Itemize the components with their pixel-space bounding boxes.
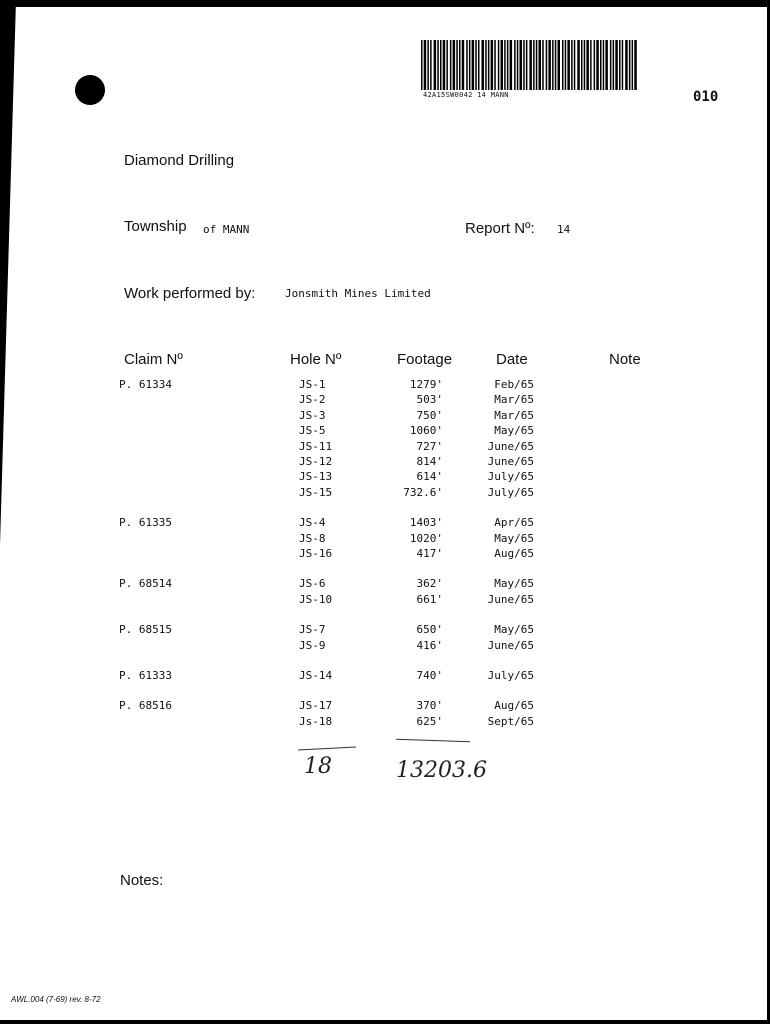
claim-number: P. 68516 [119, 699, 172, 713]
hole-number: JS-2 [299, 393, 326, 407]
hole-number: JS-12 [299, 455, 333, 468]
date-value: June/65 [487, 439, 534, 453]
claim-number: P. 68514 [119, 577, 172, 591]
hole-number: JS-8 [299, 531, 326, 545]
footage-value: 362' [416, 577, 443, 591]
hole-number: JS-3 [299, 408, 326, 422]
date-value: Feb/65 [494, 378, 534, 391]
footage-value: 727' [416, 439, 443, 453]
form-code: AWL.004 (7-69) rev. 8-72 [11, 995, 101, 1004]
hole-number: JS-13 [299, 470, 333, 484]
claim-number: P. 61335 [119, 516, 172, 530]
footage-value: 1279' [409, 378, 443, 391]
claim-number: P. 61333 [119, 669, 172, 682]
notes-label: Notes: [120, 872, 164, 889]
date-value: Mar/65 [494, 393, 534, 407]
report-value: 14 [557, 223, 571, 236]
form-title: Diamond Drilling [124, 152, 235, 169]
hole-number: JS-5 [299, 424, 326, 438]
date-value: Aug/65 [494, 699, 534, 713]
total-rule-footage [396, 739, 470, 743]
footage-value: 650' [416, 623, 443, 637]
hole-number: JS-6 [299, 577, 326, 591]
header-date: Date [496, 351, 528, 368]
footage-value: 1060' [409, 424, 443, 438]
footage-value: 416' [416, 638, 443, 652]
footage-value: 732.6' [403, 485, 443, 499]
claim-number: P. 68515 [119, 623, 172, 637]
hole-number: JS-10 [299, 592, 333, 606]
footage-value: 625' [416, 714, 443, 728]
claim-number: P. 61334 [119, 378, 172, 391]
hole-number: JS-7 [299, 623, 326, 637]
total-footage: 13203.6 [396, 758, 487, 783]
date-value: June/65 [487, 638, 534, 652]
date-value: Mar/65 [494, 408, 534, 422]
scan-edge-left [0, 0, 16, 545]
date-value: May/65 [494, 531, 534, 545]
footage-value: 661' [416, 592, 443, 606]
punch-hole [75, 75, 105, 105]
date-value: May/65 [494, 623, 534, 637]
header-hole: Hole Nº [290, 351, 342, 368]
date-value: July/65 [487, 485, 534, 499]
footage-value: 417' [416, 547, 443, 560]
date-value: July/65 [487, 470, 534, 484]
header-footage: Footage [397, 351, 453, 368]
performed-by-label: Work performed by: [124, 285, 256, 302]
hole-number: JS-1 [299, 378, 326, 391]
hole-number: JS-17 [299, 699, 333, 713]
date-value: Aug/65 [494, 547, 534, 560]
footage-value: 814' [416, 455, 443, 468]
date-value: July/65 [487, 669, 534, 682]
footage-value: 370' [416, 699, 443, 713]
hole-number: JS-15 [299, 485, 333, 499]
date-value: June/65 [487, 455, 534, 468]
footage-value: 1020' [409, 531, 443, 545]
footage-value: 750' [416, 408, 443, 422]
total-rule-holes [298, 746, 356, 750]
header-note: Note [609, 351, 641, 368]
hole-number: JS-14 [299, 669, 333, 682]
barcode [421, 40, 638, 90]
header-claim: Claim Nº [124, 351, 183, 368]
township-label: Township [124, 218, 187, 235]
scan-edge-top [0, 0, 770, 7]
hole-number: JS-16 [299, 547, 333, 560]
total-holes: 18 [304, 754, 332, 779]
barcode-text: 42A15SW0042 14 MANN [423, 91, 509, 99]
hole-number: JS-11 [299, 439, 333, 453]
hole-number: JS-4 [299, 516, 326, 530]
footage-value: 503' [416, 393, 443, 407]
performed-by-value: Jonsmith Mines Limited [285, 287, 431, 300]
page-code: 010 [693, 89, 719, 105]
footage-value: 740' [416, 669, 443, 682]
hole-number: JS-9 [299, 638, 326, 652]
date-value: May/65 [494, 577, 534, 591]
hole-number: Js-18 [299, 714, 333, 728]
scan-edge-bottom [0, 1020, 770, 1024]
date-value: Sept/65 [487, 714, 534, 728]
township-value: of MANN [203, 223, 250, 236]
date-value: June/65 [487, 592, 534, 606]
date-value: Apr/65 [494, 516, 534, 530]
footage-value: 1403' [409, 516, 443, 530]
date-value: May/65 [494, 424, 534, 438]
footage-value: 614' [416, 470, 443, 484]
report-label: Report Nº: [465, 220, 535, 237]
